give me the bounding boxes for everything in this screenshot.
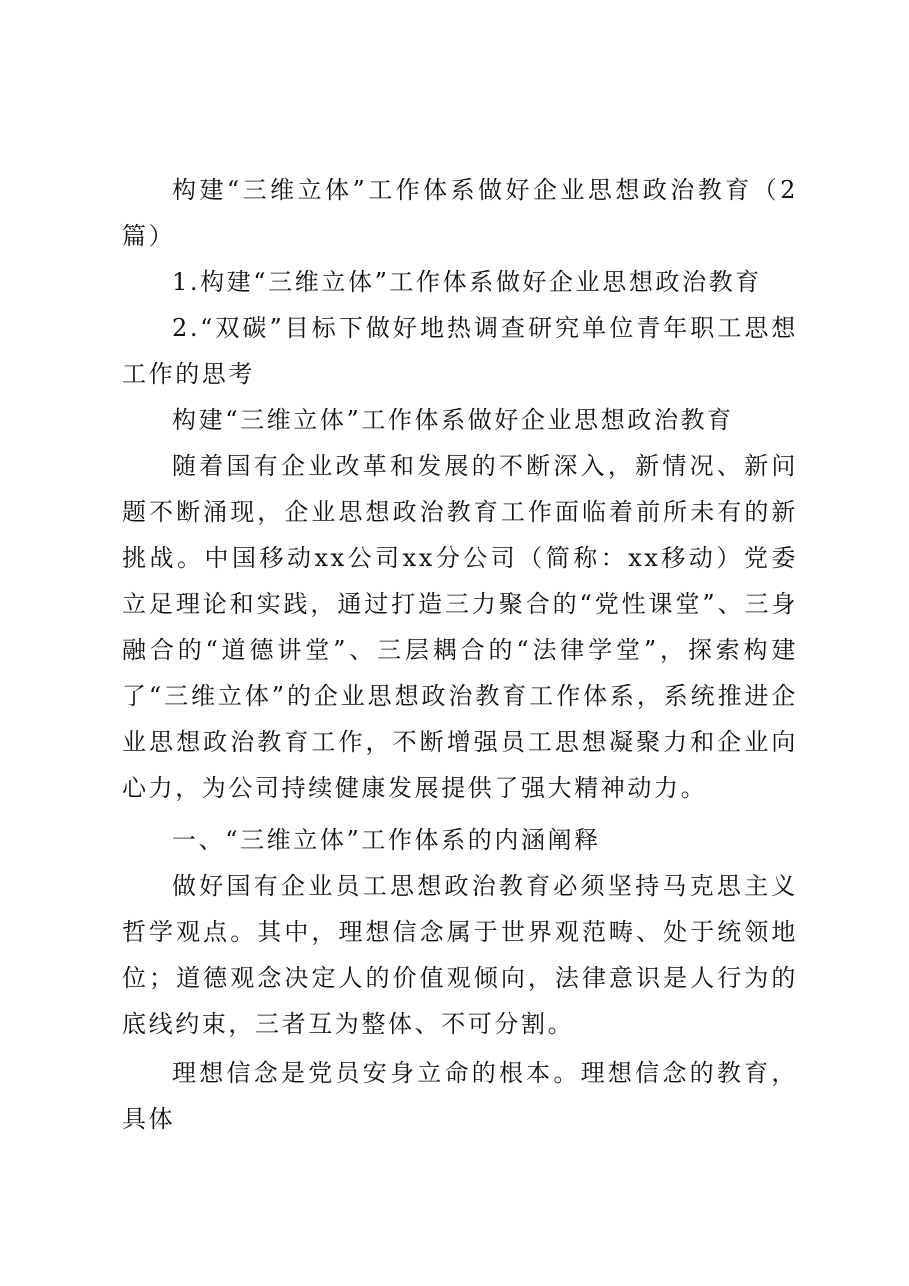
- toc-item-2: 2.“双碳”目标下做好地热调查研究单位青年职工思想工作的思考: [122, 314, 798, 388]
- body-paragraph: 随着国有企业改革和发展的不断深入，新情况、新问题不断涌现，企业思想政治教育工作面临着前所未有的新挑战。中国移动xx公司xx分公司（简称：xx移动）党委立足理论和实践，通过打造三力聚合的“党性课堂”、三身融合的“道德讲堂”、三层耦合的“法律学堂”，探索构建了“三维立体”的企业思想政治教育工作体系，系统推进企业思想政治教育工作，不断增强员工思想凝聚力和企业向心力，为公司持续健康发展提供了强大精神动力。: [122, 452, 798, 802]
- document-title: 构建“三维立体”工作体系做好企业思想政治教育（2篇）: [122, 176, 798, 250]
- article-heading: 构建“三维立体”工作体系做好企业思想政治教育: [172, 406, 734, 434]
- toc-item-1: 1.构建“三维立体”工作体系做好企业思想政治教育: [172, 268, 762, 296]
- body-paragraph: 理想信念是党员安身立命的根本。理想信念的教育，具体: [122, 1059, 798, 1133]
- body-paragraph: 做好国有企业员工思想政治教育必须坚持马克思主义哲学观点。其中，理想信念属于世界观范畴、处于统领地位；道德观念决定人的价值观倾向，法律意识是人行为的底线约束，三者互为整体、不可分割。: [122, 872, 798, 1038]
- section-heading: 一、“三维立体”工作体系的内涵阐释: [172, 826, 601, 854]
